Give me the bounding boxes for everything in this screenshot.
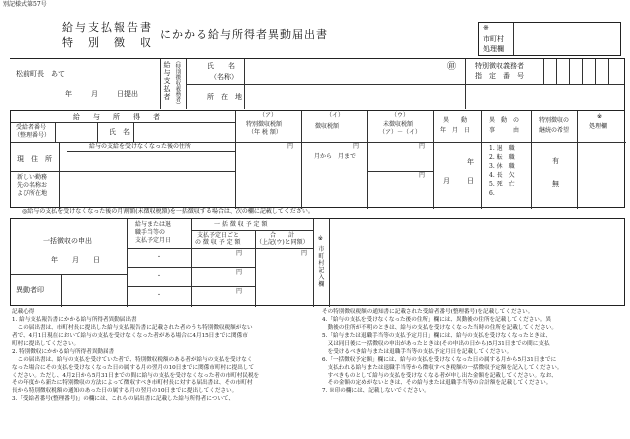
notes-right-line: 4.「給与の支払を受けなくなった後の住所」欄には、異動後の住所を記載してください。異 <box>322 316 552 323</box>
col-u-mark: （ウ） <box>391 112 410 119</box>
payer-id-label1: 特別徴収義務者 <box>475 62 524 70</box>
payer-name-label: 氏 名 <box>207 62 235 70</box>
lump-col1-line1: 給与または退 <box>135 221 172 228</box>
payer-label: 給与支払者 <box>163 61 172 101</box>
lump-apply-date: 年 月 日 <box>51 256 100 264</box>
notes-left-line: 町村に提出してください。 <box>12 340 80 347</box>
notes-right-line: その金額の定めがないときは、その給与または退職手当等の合計額を記載してください。 <box>322 380 552 387</box>
notes-left-line: この届出書は、給与の支払を受けていた者で、特別徴収税額のある者が給与の支払を受けなく <box>12 356 253 363</box>
no-pay-address-label: 給与の支給を受けなくなった後の住所 <box>89 143 192 150</box>
payer-sub-label: （特別徴収義務者） <box>174 58 181 108</box>
processing-label: 処理欄 <box>589 123 608 130</box>
lump-plan-sub2-line1: 合 計 <box>270 232 295 239</box>
mover-seal-label: 異動者印 <box>16 286 44 294</box>
notes-left-line: その年度から新たに特別徴収の方法によって徴収すべき市町村長に対する届出書は、その市町村 <box>12 380 253 387</box>
form-title-line1: 給与支払報告書 <box>62 21 153 34</box>
col-a-mark: （ア） <box>259 112 278 119</box>
lump-total-yen: 円 <box>301 250 308 257</box>
notes-right-line: 6.「一括徴収予定額」欄には、給与の支払を受けなくなった日の属する月から5月31日までに <box>322 356 557 363</box>
lump-table <box>10 218 625 306</box>
col-u-yen-1: 円 <box>419 143 426 150</box>
notes-left-line: 者で、4月1日現在において給与の支払を受けなくなった者がある場合に4月15日までに関係市 <box>12 332 248 339</box>
date-year: 年 <box>65 90 72 98</box>
continue-label2: 継続の希望 <box>539 127 570 134</box>
reason-3: 3. 休 職 <box>489 163 515 170</box>
new-employer-label1: 新しい勤務 <box>17 174 48 181</box>
notes-left-line: 1. 給与支払報告書にかかる給与所得者異動届出書 <box>12 316 137 323</box>
lump-col1-line3: 支払予定月日 <box>135 237 172 244</box>
notes-right-line: を受けるべき給与または退職手当等の支払予定月日を記載してください。 <box>322 348 513 355</box>
col-u-label2: （ア）－（イ） <box>379 129 422 136</box>
new-employer-label3: よび所在地 <box>17 190 48 197</box>
main-table <box>10 110 625 208</box>
continue-label1: 特別徴収の <box>539 117 570 124</box>
move-month: 月 <box>443 177 450 185</box>
payer-id-label2: 指 定 番 号 <box>475 72 524 80</box>
continue-no: 無 <box>552 180 559 188</box>
notes-right-line: すべきものとして給与の支払を受けなくなる者が申し出た金額を記載してください。なお、 <box>322 372 557 379</box>
payer-name-sub: （名称） <box>210 73 238 81</box>
reason-6: 6. <box>489 190 495 197</box>
earner-number-label1: 受給者番号 <box>16 124 47 131</box>
notes-right-line: 又は同日後に一括徴収の申出があったときは(その申出の日から)5月31日までの間に支払 <box>322 340 550 347</box>
lump-city-note: ※ 市町村記入欄 <box>316 235 324 288</box>
lump-yen-2: 円 <box>236 269 243 276</box>
reason-5: 5. 死 亡 <box>489 181 515 188</box>
new-employer-label2: 先の名称お <box>17 182 48 189</box>
payer-address-label: 所 在 地 <box>207 93 242 101</box>
addressee: 松前町長 あて <box>16 70 65 78</box>
city-box-label2: 処理欄 <box>483 45 504 53</box>
lump-plan-label: 一 括 徴 収 予 定 額 <box>214 221 268 228</box>
processing-mark: ※ <box>597 113 603 120</box>
notes-left-line: この届出書は、市町村長に提出した給与支払報告書に記載された者のうち特別徴収税額がない <box>12 324 253 331</box>
lump-intro: ◎給与の支払を受けなくなった後の月割額(未徴収税額)を一括徴収する場合は、次の欄に記載してください。 <box>22 208 314 215</box>
notes-right-line: 7. ※印の欄には、記載しないでください。 <box>322 388 430 395</box>
notes-left-line: なった場合にその支払を受けなくなった日の属する月の翌月の10日までに関係市町村に提出して <box>12 364 255 371</box>
form-title-suffix: にかかる給与所得者異動届出書 <box>160 28 328 41</box>
form-title-line2: 特 別 徴 収 <box>62 36 153 49</box>
payer-seal: ㊞ <box>447 62 457 72</box>
notes-left-line: 3.「受給者番号(整理番号)」の欄には、これらの届出書に記載した給与所得者について、 <box>12 396 235 403</box>
earner-name-label: 氏 名 <box>109 128 130 136</box>
lump-yen-1: 円 <box>236 250 243 257</box>
col-i-yen: 円 <box>353 143 360 150</box>
lump-dot-3: ・ <box>156 292 163 299</box>
city-box-label1: 市町村 <box>483 35 504 43</box>
lump-dot-1: ・ <box>156 254 163 261</box>
city-processing-box <box>478 22 621 56</box>
lump-col1-line2: 職手当等の <box>135 229 166 236</box>
notes-left-line: ください。ただし、4月2日から5月31日までの間に給与の支払を受けなくなった者の市町村民税を <box>12 372 260 379</box>
lump-plan-sub1-line1: 支払予定日ごと <box>197 232 240 239</box>
date-submit: 日提出 <box>117 90 138 98</box>
lump-dot-2: ・ <box>156 273 163 280</box>
continue-yes: 有 <box>552 157 559 165</box>
notes-title: 記載心得 <box>12 309 35 315</box>
move-date-label: 年 月 日 <box>440 127 471 134</box>
reason-1: 1. 退 職 <box>489 145 515 152</box>
date-month: 月 <box>91 90 98 98</box>
move-label: 異 動 <box>443 117 468 124</box>
notes-left <box>12 309 322 404</box>
city-box-mark: ※ <box>483 24 489 32</box>
form-number: 別記様式第57号 <box>3 1 47 8</box>
reason-label2: 事 由 <box>489 127 520 134</box>
notes-right <box>322 309 627 396</box>
month-range: 月から 月まで <box>314 153 357 160</box>
lump-plan-sub1-line2: の 徴 収 予 定 額 <box>195 239 241 246</box>
reason-label1: 異 動 の <box>489 117 520 124</box>
notes-left-line: 2. 特別徴収にかかる給与所得者異動届書 <box>12 348 115 355</box>
current-address-label: 現 住 所 <box>17 155 52 163</box>
col-i-mark: （イ） <box>326 112 345 119</box>
lump-plan-sub2-line2: （上記(ウ)と同額） <box>256 239 309 246</box>
notes-right-line: 支払われる給与または退職手当等から徴収すべき税額の一括徴収予定額を記入してください。 <box>322 364 563 371</box>
notes-right-line: 5.「給与または退職手当等の支払予定月日」欄には、給与の支払を受けなくなったときは、 <box>322 332 552 339</box>
earner-number-label2: （整理番号） <box>14 132 51 139</box>
notes-right-line: 動後の住所が不明のときは、給与の支払を受けなくなった当時の住所を記載してください。 <box>322 324 557 331</box>
reason-2: 2. 転 職 <box>489 154 515 161</box>
reason-4: 4. 長 欠 <box>489 172 515 179</box>
col-i-label: 徴収税額 <box>315 123 340 130</box>
col-a-label1: 特別徴収税額 <box>246 121 283 128</box>
earner-header: 給 与 所 得 者 <box>73 113 163 121</box>
lump-yen-3: 円 <box>236 288 243 295</box>
notes-right-line: その特別徴収税額の通知書に記載された受給者番号(整理番号)を記載してください。 <box>322 309 534 315</box>
notes-left-line: 長から特別徴収税額の通知のあった日の属する月の翌月の10日までに提出してください。 <box>12 388 238 395</box>
col-a-label2: （年 税 額） <box>248 129 282 136</box>
move-day: 日 <box>467 177 474 185</box>
move-year: 年 <box>467 158 474 166</box>
col-u-yen-2: 円 <box>419 172 426 179</box>
col-u-label1: 未徴収税額 <box>383 121 414 128</box>
lump-apply-label: 一括徴収の申出 <box>43 237 92 245</box>
col-a-yen: 円 <box>287 143 294 150</box>
